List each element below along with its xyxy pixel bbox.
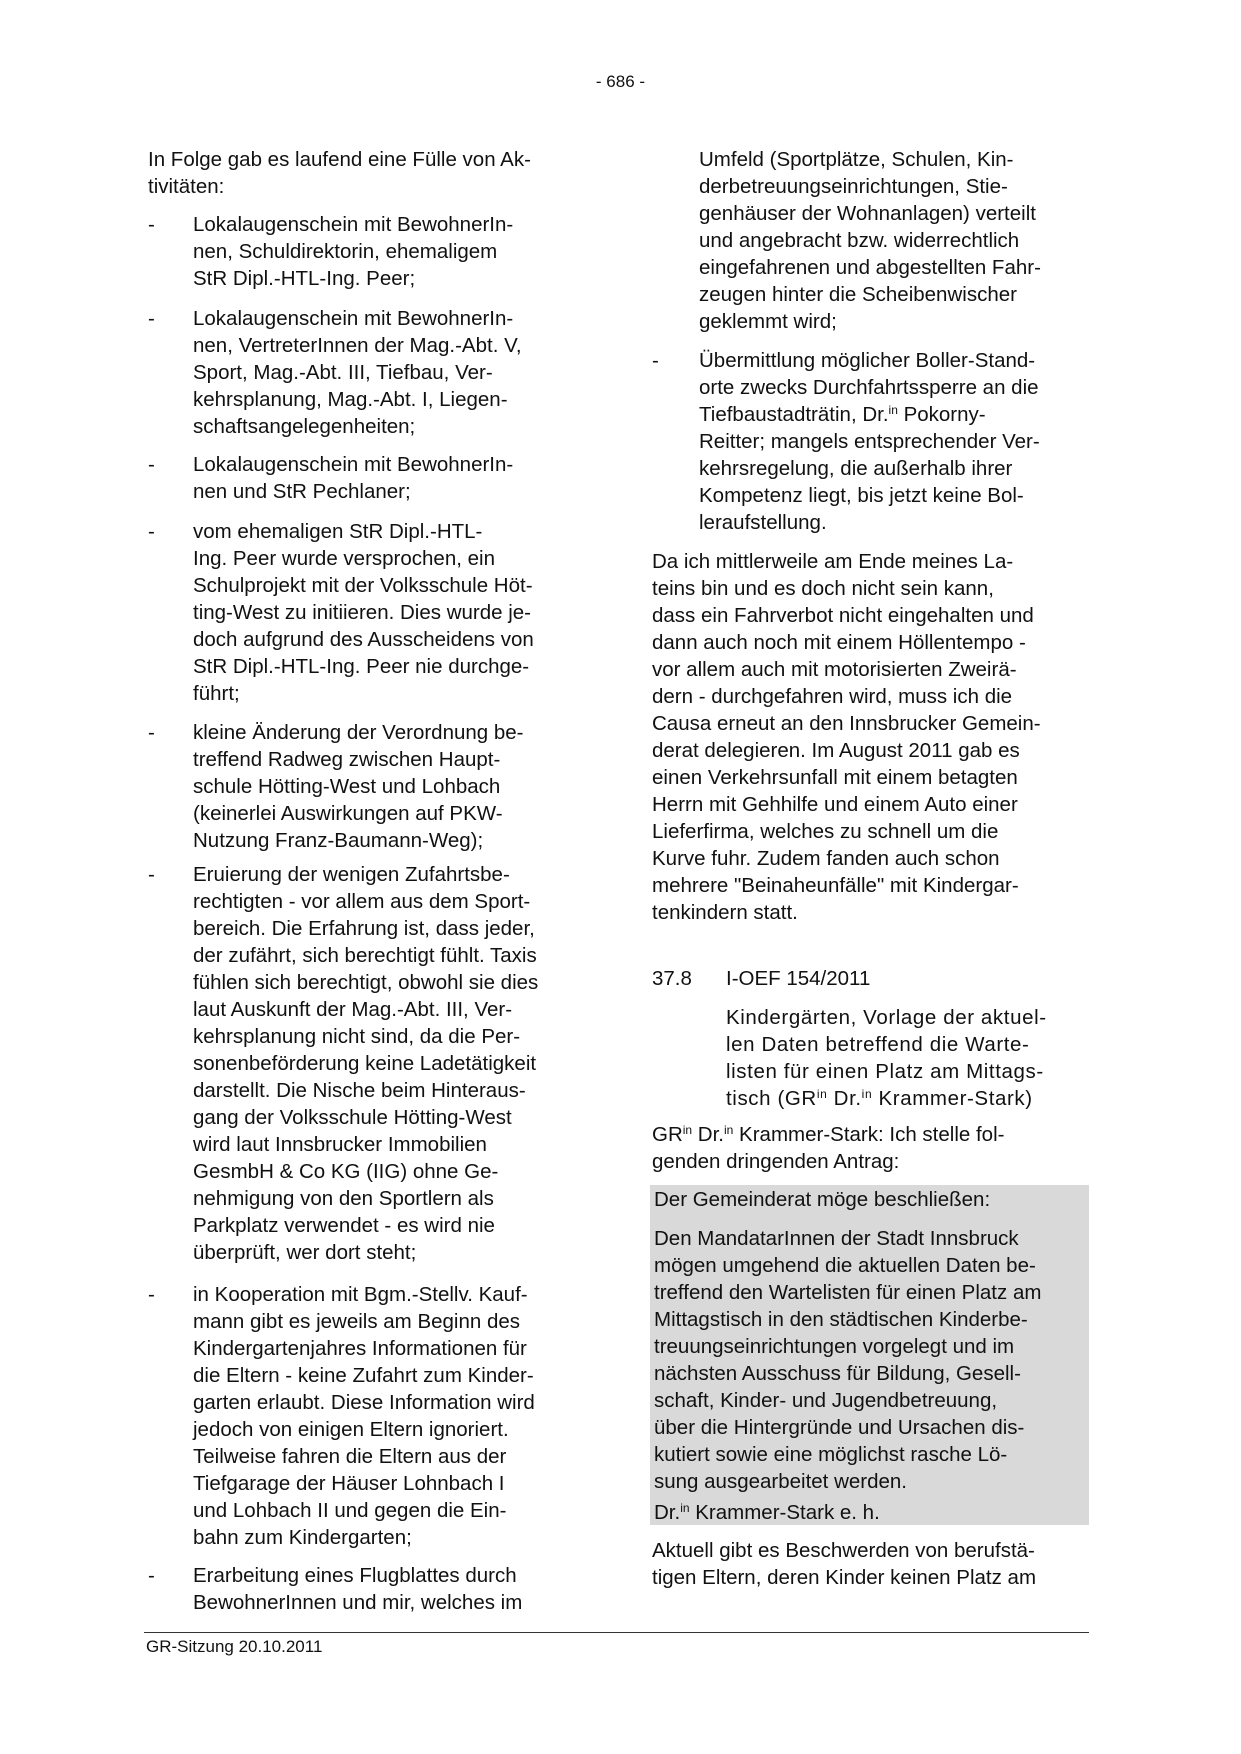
item-number: 37.8 xyxy=(652,967,692,990)
text-line: Lokalaugenschein mit BewohnerIn- xyxy=(193,307,514,330)
bullet-text xyxy=(193,719,524,854)
text-line: Tiefgarage der Häuser Lohnbach I xyxy=(193,1472,505,1495)
text-line: über die Hintergründe und Ursachen dis- xyxy=(654,1416,1025,1439)
text-line: geklemmt wird; xyxy=(699,310,837,333)
text-line xyxy=(699,401,1040,428)
text-line: genden dringenden Antrag: xyxy=(652,1150,900,1173)
text-line: GesmbH & Co KG (IIG) ohne Ge- xyxy=(193,1160,499,1183)
item-reference: I-OEF 154/2011 xyxy=(726,967,871,990)
text-segment: Dr. xyxy=(692,1123,724,1146)
text-segment: Krammer-Stark e. h. xyxy=(689,1501,880,1524)
item-title xyxy=(726,1004,1047,1112)
text-line: dass ein Fahrverbot nicht eingehalten und xyxy=(652,604,1034,627)
text-line: nen, Schuldirektorin, ehemaligem xyxy=(193,240,498,263)
paragraph xyxy=(652,1121,1004,1175)
text-line: Umfeld (Sportplätze, Schulen, Kin- xyxy=(699,148,1014,171)
text-line: vor allem auch mit motorisierten Zweirä- xyxy=(652,658,1017,681)
bullet-text xyxy=(699,347,1040,536)
text-line: rechtigten - vor allem aus dem Sport- xyxy=(193,890,531,913)
text-line: Kindergärten, Vorlage der aktuel- xyxy=(726,1006,1047,1029)
bullet-item xyxy=(148,305,522,440)
text-line: schule Hötting-West und Lohbach xyxy=(193,775,501,798)
bullet-text xyxy=(193,518,534,707)
text-line: Kompetenz liegt, bis jetzt keine Bol- xyxy=(699,484,1024,507)
text-line: treffend den Wartelisten für einen Platz am xyxy=(654,1281,1042,1304)
motion-text xyxy=(654,1225,1041,1495)
superscript: in xyxy=(724,1123,734,1137)
bullet-text xyxy=(193,451,513,505)
text-line: kehrsplanung, Mag.-Abt. I, Liegen- xyxy=(193,388,508,411)
bullet-item xyxy=(148,861,538,1266)
text-line xyxy=(652,1121,1004,1148)
text-line: mehrere "Beinaheunfälle" mit Kindergar- xyxy=(652,874,1019,897)
text-segment: Krammer-Stark) xyxy=(872,1087,1033,1110)
text-line: ting-West zu initiieren. Dies wurde je- xyxy=(193,601,531,624)
bullet-item xyxy=(148,719,524,854)
bullet-item xyxy=(148,518,534,707)
text-line: derbetreuungseinrichtungen, Stie- xyxy=(699,175,1008,198)
text-line: gang der Volksschule Hötting-West xyxy=(193,1106,512,1129)
bullet-dash: - xyxy=(148,863,155,886)
paragraph xyxy=(652,548,1041,926)
text-line: vom ehemaligen StR Dipl.-HTL- xyxy=(193,520,483,543)
text-line: laut Auskunft der Mag.-Abt. III, Ver- xyxy=(193,998,513,1021)
superscript: in xyxy=(861,1087,873,1101)
text-line: bahn zum Kindergarten; xyxy=(193,1526,412,1549)
text-line: kehrsregelung, die außerhalb ihrer xyxy=(699,457,1013,480)
text-line: der zufährt, sich berechtigt fühlt. Taxis xyxy=(193,944,537,967)
text-line: zeugen hinter die Scheibenwischer xyxy=(699,283,1017,306)
text-line: tenkindern statt. xyxy=(652,901,798,924)
bullet-text xyxy=(193,1281,535,1551)
text-line: treffend Radweg zwischen Haupt- xyxy=(193,748,501,771)
bullet-item xyxy=(652,347,1040,536)
bullet-text xyxy=(193,305,522,440)
page-number: - 686 - xyxy=(595,72,646,91)
text-line: Kurve fuhr. Zudem fanden auch schon xyxy=(652,847,1000,870)
text-line: Parkplatz verwendet - es wird nie xyxy=(193,1214,495,1237)
text-line: StR Dipl.-HTL-Ing. Peer nie durchge- xyxy=(193,655,530,678)
text-line: StR Dipl.-HTL-Ing. Peer; xyxy=(193,267,416,290)
text-line: doch aufgrund des Ausscheidens von xyxy=(193,628,534,651)
text-line: mögen umgehend die aktuellen Daten be- xyxy=(654,1254,1036,1277)
text-line: leraufstellung. xyxy=(699,511,827,534)
text-line: Kindergartenjahres Informationen für xyxy=(193,1337,527,1360)
text-line: wird laut Innsbrucker Immobilien xyxy=(193,1133,487,1156)
text-line: genhäuser der Wohnanlagen) verteilt xyxy=(699,202,1036,225)
text-line: Sport, Mag.-Abt. III, Tiefbau, Ver- xyxy=(193,361,493,384)
footer-text: GR-Sitzung 20.10.2011 xyxy=(146,1637,323,1656)
bullet-item xyxy=(148,1562,522,1616)
text-line: Der Gemeinderat möge beschließen: xyxy=(654,1188,991,1211)
superscript: in xyxy=(682,1123,693,1137)
intro-paragraph xyxy=(148,146,531,200)
text-line: garten erlaubt. Diese Information wird xyxy=(193,1391,535,1414)
text-line: und angebracht bzw. widerrechtlich xyxy=(699,229,1020,252)
text-line: Reitter; mangels entsprechender Ver- xyxy=(699,430,1040,453)
bullet-dash: - xyxy=(148,721,155,744)
text-line: eingefahrenen und abgestellten Fahr- xyxy=(699,256,1041,279)
text-line: Den MandatarInnen der Stadt Innsbruck xyxy=(654,1227,1019,1250)
text-line: derat delegieren. Im August 2011 gab es xyxy=(652,739,1020,762)
text-line: dern - durchgefahren wird, muss ich die xyxy=(652,685,1013,708)
paragraph xyxy=(652,1537,1036,1591)
bullet-text xyxy=(193,211,513,292)
text-line: die Eltern - keine Zufahrt zum Kinder- xyxy=(193,1364,534,1387)
text-line: Erarbeitung eines Flugblattes durch xyxy=(193,1564,517,1587)
text-line: Ing. Peer wurde versprochen, ein xyxy=(193,547,495,570)
text-line: nen und StR Pechlaner; xyxy=(193,480,411,503)
text-segment: Dr. xyxy=(654,1501,681,1524)
text-line: Lieferfirma, welches zu schnell um die xyxy=(652,820,999,843)
text-line: sung ausgearbeitet werden. xyxy=(654,1470,908,1493)
bullet-item xyxy=(148,451,513,505)
text-line xyxy=(726,1085,1047,1112)
bullet-text xyxy=(193,1562,522,1616)
footer-divider xyxy=(144,1632,1089,1633)
bullet-dash: - xyxy=(652,349,659,372)
text-line: (keinerlei Auswirkungen auf PKW- xyxy=(193,802,503,825)
text-segment: Dr. xyxy=(827,1087,862,1110)
text-line: führt; xyxy=(193,682,240,705)
text-line: Mittagstisch in den städtischen Kinderbe- xyxy=(654,1308,1028,1331)
text-line: Teilweise fahren die Eltern aus der xyxy=(193,1445,507,1468)
text-line: Schulprojekt mit der Volksschule Höt- xyxy=(193,574,533,597)
text-line: Causa erneut an den Innsbrucker Gemein- xyxy=(652,712,1041,735)
bullet-dash: - xyxy=(148,520,155,543)
bullet-dash: - xyxy=(148,307,155,330)
text-line: und Lohbach II und gegen die Ein- xyxy=(193,1499,507,1522)
text-line: listen für einen Platz am Mittags- xyxy=(726,1060,1044,1083)
text-segment: Pokorny- xyxy=(897,403,986,426)
text-segment: Tiefbaustadträtin, Dr. xyxy=(699,403,889,426)
superscript: in xyxy=(680,1501,690,1515)
text-line: Herrn mit Gehhilfe und einem Auto einer xyxy=(652,793,1018,816)
text-line: In Folge gab es laufend eine Fülle von Ak- xyxy=(148,148,531,171)
motion-heading xyxy=(654,1186,990,1213)
text-line: Lokalaugenschein mit BewohnerIn- xyxy=(193,213,514,236)
text-line: kleine Änderung der Verordnung be- xyxy=(193,721,524,744)
text-line: darstellt. Die Nische beim Hinteraus- xyxy=(193,1079,526,1102)
text-line: kehrsplanung nicht sind, da die Per- xyxy=(193,1025,521,1048)
text-line: kutiert sowie eine möglichst rasche Lö- xyxy=(654,1443,1008,1466)
text-line: einen Verkehrsunfall mit einem betagten xyxy=(652,766,1018,789)
text-line: orte zwecks Durchfahrtssperre an die xyxy=(699,376,1039,399)
bullet-item xyxy=(148,211,513,292)
text-line: tigen Eltern, deren Kinder keinen Platz am xyxy=(652,1566,1037,1589)
text-line: nehmigung von den Sportlern als xyxy=(193,1187,494,1210)
text-line: fühlen sich berechtigt, obwohl sie dies xyxy=(193,971,539,994)
text-segment: Krammer-Stark: Ich stelle fol- xyxy=(733,1123,1005,1146)
text-line: teins bin und es doch nicht sein kann, xyxy=(652,577,994,600)
text-line: len Daten betreffend die Warte- xyxy=(726,1033,1030,1056)
bullet-continuation xyxy=(699,146,1041,335)
text-line: Lokalaugenschein mit BewohnerIn- xyxy=(193,453,514,476)
text-segment: tisch (GR xyxy=(726,1087,817,1110)
text-line: nen, VertreterInnen der Mag.-Abt. V, xyxy=(193,334,522,357)
text-segment: GR xyxy=(652,1123,683,1146)
bullet-text xyxy=(193,861,538,1266)
text-line: Aktuell gibt es Beschwerden von berufstä- xyxy=(652,1539,1035,1562)
text-line: Übermittlung möglicher Boller-Stand- xyxy=(699,349,1036,372)
text-line: jedoch von einigen Eltern ignoriert. xyxy=(193,1418,509,1441)
text-line xyxy=(654,1499,880,1526)
text-line: dann auch noch mit einem Höllentempo - xyxy=(652,631,1026,654)
text-line: Nutzung Franz-Baumann-Weg); xyxy=(193,829,484,852)
text-line: Eruierung der wenigen Zufahrtsbe- xyxy=(193,863,510,886)
bullet-dash: - xyxy=(148,453,155,476)
motion-signature xyxy=(654,1499,880,1526)
text-line: bereich. Die Erfahrung ist, dass jeder, xyxy=(193,917,535,940)
bullet-dash: - xyxy=(148,213,155,236)
text-line: sonenbeförderung keine Ladetätigkeit xyxy=(193,1052,537,1075)
text-line: treuungseinrichtungen vorgelegt und im xyxy=(654,1335,1015,1358)
text-line: schaft, Kinder- und Jugendbetreuung, xyxy=(654,1389,998,1412)
text-line: schaftsangelegenheiten; xyxy=(193,415,416,438)
bullet-dash: - xyxy=(148,1283,155,1306)
text-line: in Kooperation mit Bgm.-Stellv. Kauf- xyxy=(193,1283,528,1306)
text-line: tivitäten: xyxy=(148,175,225,198)
text-line: überprüft, wer dort steht; xyxy=(193,1241,417,1264)
superscript: in xyxy=(816,1087,828,1101)
bullet-dash: - xyxy=(148,1564,155,1587)
text-line: nächsten Ausschuss für Bildung, Gesell- xyxy=(654,1362,1021,1385)
text-line: Da ich mittlerweile am Ende meines La- xyxy=(652,550,1014,573)
text-line: BewohnerInnen und mir, welches im xyxy=(193,1591,523,1614)
text-line: mann gibt es jeweils am Beginn des xyxy=(193,1310,521,1333)
superscript: in xyxy=(888,403,898,417)
bullet-item xyxy=(148,1281,535,1551)
